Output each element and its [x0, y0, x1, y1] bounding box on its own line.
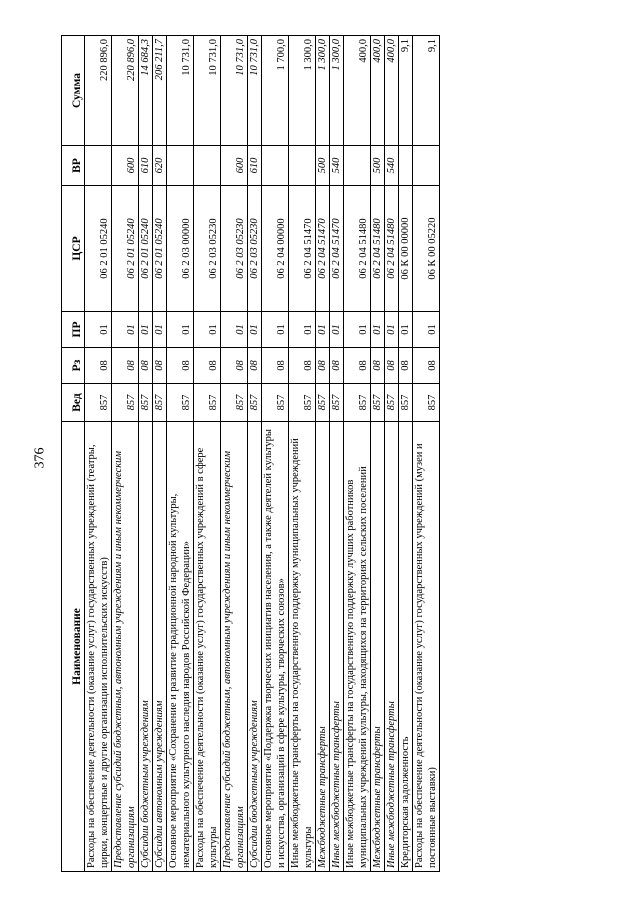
cell-sum: 14 684,3 [139, 36, 153, 146]
cell-rz: 08 [316, 348, 330, 384]
column-header-pr: ПР [62, 312, 85, 348]
cell-pr: 01 [153, 312, 167, 348]
column-header-vr: ВР [62, 146, 85, 186]
cell-sum: 10 731,0 [248, 36, 262, 146]
cell-rz: 08 [413, 348, 440, 384]
cell-pr: 01 [221, 312, 248, 348]
cell-csr: 06 2 04 51480 [371, 186, 385, 312]
cell-rz: 08 [385, 348, 399, 384]
table-row [139, 36, 153, 872]
cell-name: Субсидии бюджетным учреждениям [248, 422, 262, 872]
cell-ved: 857 [262, 384, 289, 422]
cell-sum: 400,0 [371, 36, 385, 146]
column-header-ved: Вед [62, 384, 85, 422]
table-row [248, 36, 262, 872]
cell-sum: 220 896,0 [112, 36, 139, 146]
cell-pr: 01 [194, 312, 221, 348]
cell-pr: 01 [112, 312, 139, 348]
cell-sum: 1 700,0 [262, 36, 289, 146]
cell-ved: 857 [344, 384, 371, 422]
table-row [194, 36, 221, 872]
cell-ved: 857 [399, 384, 413, 422]
table-row [153, 36, 167, 872]
cell-pr: 01 [167, 312, 194, 348]
cell-sum: 10 731,0 [194, 36, 221, 146]
budget-table [61, 35, 440, 872]
cell-name: Субсидии бюджетным учреждениям [139, 422, 153, 872]
cell-vr [399, 146, 413, 186]
cell-ved: 857 [316, 384, 330, 422]
cell-rz: 08 [262, 348, 289, 384]
cell-vr [194, 146, 221, 186]
cell-csr: 06 2 01 05240 [85, 186, 112, 312]
cell-csr: 06 2 03 05230 [248, 186, 262, 312]
cell-rz: 08 [399, 348, 413, 384]
cell-rz: 08 [194, 348, 221, 384]
table-row [112, 36, 139, 872]
column-header-csr: ЦСР [62, 186, 85, 312]
cell-csr: 06 2 01 05240 [139, 186, 153, 312]
cell-sum: 400,0 [385, 36, 399, 146]
cell-vr [289, 146, 316, 186]
cell-pr: 01 [330, 312, 344, 348]
cell-vr [262, 146, 289, 186]
cell-pr: 01 [316, 312, 330, 348]
cell-sum: 1 300,0 [330, 36, 344, 146]
cell-ved: 857 [221, 384, 248, 422]
column-header-sum: Сумма [62, 36, 85, 146]
cell-vr: 500 [316, 146, 330, 186]
cell-pr: 01 [385, 312, 399, 348]
budget-table-container [61, 36, 614, 872]
cell-name: Кредиторская задолженность [399, 422, 413, 872]
cell-sum: 220 896,0 [85, 36, 112, 146]
column-header-name: Наименование [62, 422, 85, 872]
cell-csr: 06 2 04 51470 [289, 186, 316, 312]
table-row [262, 36, 289, 872]
table-row [330, 36, 344, 872]
cell-vr: 600 [112, 146, 139, 186]
cell-vr: 500 [371, 146, 385, 186]
table-row [221, 36, 248, 872]
cell-csr: 06 2 03 05230 [221, 186, 248, 312]
cell-rz: 08 [330, 348, 344, 384]
table-row [385, 36, 399, 872]
cell-pr: 01 [413, 312, 440, 348]
cell-ved: 857 [330, 384, 344, 422]
cell-pr: 01 [262, 312, 289, 348]
cell-rz: 08 [139, 348, 153, 384]
cell-name: Межбюджетные трансферты [316, 422, 330, 872]
cell-rz: 08 [112, 348, 139, 384]
cell-sum: 1 300,0 [289, 36, 316, 146]
cell-name: Основное мероприятие «Поддержка творческих инициатив населения, а также деятелей культуры и искусства, организаций в сфере культуры, творческих союзов» [262, 422, 289, 872]
cell-vr [344, 146, 371, 186]
table-row [167, 36, 194, 872]
cell-csr: 06 2 04 00000 [262, 186, 289, 312]
cell-sum: 9,1 [413, 36, 440, 146]
table-row [85, 36, 112, 872]
cell-csr: 06 2 04 51480 [344, 186, 371, 312]
cell-vr [413, 146, 440, 186]
cell-ved: 857 [194, 384, 221, 422]
table-header-row [62, 36, 85, 872]
cell-rz: 08 [153, 348, 167, 384]
cell-sum: 10 731,0 [221, 36, 248, 146]
cell-ved: 857 [248, 384, 262, 422]
cell-csr: 06 2 03 00000 [167, 186, 194, 312]
table-row [413, 36, 440, 872]
cell-ved: 857 [385, 384, 399, 422]
cell-ved: 857 [153, 384, 167, 422]
cell-name: Межбюджетные трансферты [371, 422, 385, 872]
cell-ved: 857 [371, 384, 385, 422]
cell-name: Расходы на обеспечение деятельности (оказание услуг) государственных учреждений (музеи и постоянные выставки) [413, 422, 440, 872]
cell-rz: 08 [289, 348, 316, 384]
cell-rz: 08 [371, 348, 385, 384]
cell-vr: 620 [153, 146, 167, 186]
cell-pr: 01 [371, 312, 385, 348]
cell-pr: 01 [248, 312, 262, 348]
cell-name: Иные межбюджетные трансферты на государственную поддержку муниципальных учреждений культуры [289, 422, 316, 872]
cell-name: Предоставление субсидий бюджетным, автономным учреждениям и иным некоммерческим организациям [221, 422, 248, 872]
cell-name: Предоставление субсидий бюджетным, автономным учреждениям и иным некоммерческим организациям [112, 422, 139, 872]
table-row [316, 36, 330, 872]
table-row [399, 36, 413, 872]
cell-name: Основное мероприятие «Сохранение и развитие традиционной народной культуры, нематериального культурного наследия народов Российской Федерации» [167, 422, 194, 872]
cell-sum: 1 300,0 [316, 36, 330, 146]
cell-ved: 857 [85, 384, 112, 422]
cell-sum: 10 731,0 [167, 36, 194, 146]
cell-rz: 08 [167, 348, 194, 384]
cell-name: Иные межбюджетные трансферты на государственную поддержку лучших работников муниципальных учреждений культуры, находящихся на территориях сельских поселений [344, 422, 371, 872]
cell-csr: 06 2 04 51480 [385, 186, 399, 312]
cell-name: Расходы на обеспечение деятельности (оказание услуг) государственных учреждений (театры, цирки, концертные и другие организации исполнительских искусств) [85, 422, 112, 872]
cell-name: Иные межбюджетные трансферты [385, 422, 399, 872]
cell-rz: 08 [85, 348, 112, 384]
cell-vr: 600 [221, 146, 248, 186]
column-header-rz: Рз [62, 348, 85, 384]
cell-ved: 857 [413, 384, 440, 422]
cell-pr: 01 [289, 312, 316, 348]
cell-pr: 01 [85, 312, 112, 348]
table-row [344, 36, 371, 872]
cell-csr: 06 2 01 05240 [112, 186, 139, 312]
cell-name: Иные межбюджетные трансферты [330, 422, 344, 872]
cell-ved: 857 [289, 384, 316, 422]
cell-vr [167, 146, 194, 186]
page-number: 376 [32, 447, 48, 469]
table-body [85, 36, 440, 872]
cell-vr: 610 [139, 146, 153, 186]
cell-name: Субсидии автономным учреждениям [153, 422, 167, 872]
table-row [371, 36, 385, 872]
cell-csr: 06 2 04 51470 [316, 186, 330, 312]
cell-vr [85, 146, 112, 186]
cell-ved: 857 [139, 384, 153, 422]
cell-pr: 01 [139, 312, 153, 348]
cell-ved: 857 [167, 384, 194, 422]
table-row [289, 36, 316, 872]
cell-rz: 08 [248, 348, 262, 384]
cell-sum: 206 211,7 [153, 36, 167, 146]
cell-sum: 9,1 [399, 36, 413, 146]
cell-pr: 01 [344, 312, 371, 348]
cell-vr: 540 [330, 146, 344, 186]
cell-name: Расходы на обеспечение деятельности (оказание услуг) государственных учреждений в сфере культуры [194, 422, 221, 872]
cell-rz: 08 [221, 348, 248, 384]
cell-pr: 01 [399, 312, 413, 348]
cell-csr: 06 2 03 05230 [194, 186, 221, 312]
cell-csr: 06 2 04 51470 [330, 186, 344, 312]
cell-vr: 540 [385, 146, 399, 186]
cell-csr: 06 К 00 00000 [399, 186, 413, 312]
cell-sum: 400,0 [344, 36, 371, 146]
cell-ved: 857 [112, 384, 139, 422]
cell-csr: 06 К 00 05220 [413, 186, 440, 312]
cell-csr: 06 2 01 05240 [153, 186, 167, 312]
cell-vr: 610 [248, 146, 262, 186]
cell-rz: 08 [344, 348, 371, 384]
